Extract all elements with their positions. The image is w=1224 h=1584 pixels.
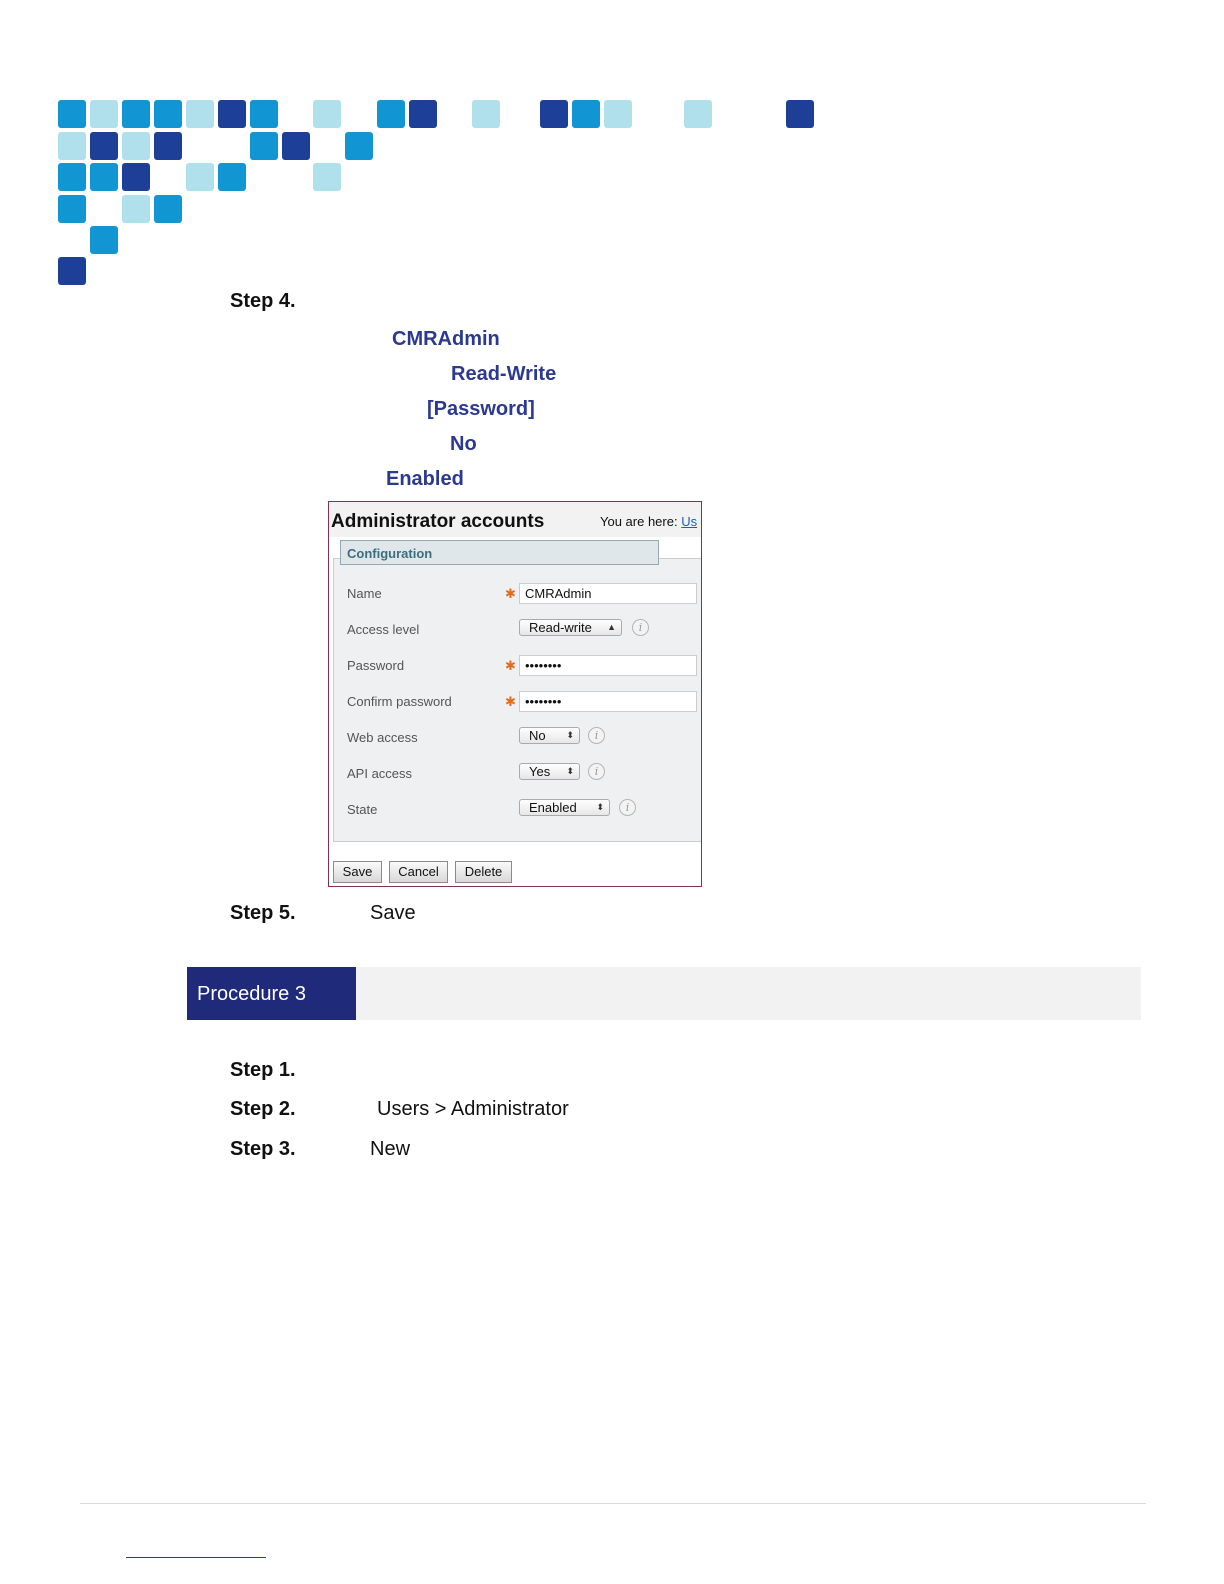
- access-level-label: Access level: [347, 622, 420, 637]
- mosaic-tile: [90, 163, 118, 191]
- state-label: State: [347, 802, 378, 817]
- mosaic-tile: [186, 100, 214, 128]
- info-icon[interactable]: i: [588, 763, 605, 780]
- web-access-value: No: [529, 728, 546, 743]
- mosaic-tile: [122, 195, 150, 223]
- mosaic-tile: [572, 100, 600, 128]
- state-value: Enabled: [529, 800, 577, 815]
- access-level-select[interactable]: [519, 619, 622, 636]
- web-access-select[interactable]: [519, 727, 580, 744]
- step-4-label: Step 4.: [230, 290, 296, 312]
- mosaic-tile: [90, 100, 118, 128]
- mosaic-tile: [313, 163, 341, 191]
- page-title: Administrator accounts: [331, 511, 545, 532]
- info-icon[interactable]: i: [632, 619, 649, 636]
- mosaic-tile: [377, 100, 405, 128]
- step-3-text: New: [370, 1138, 411, 1160]
- mosaic-tile: [250, 100, 278, 128]
- api-access-value: Yes: [529, 764, 551, 779]
- breadcrumb: [600, 514, 697, 529]
- mosaic-tile: [58, 132, 86, 160]
- password-label: Password: [347, 658, 405, 673]
- mosaic-tile: [90, 226, 118, 254]
- step-2-label: Step 2.: [230, 1098, 296, 1120]
- mosaic-tile: [250, 132, 278, 160]
- mosaic-tile: [472, 100, 500, 128]
- step-3-label: Step 3.: [230, 1138, 296, 1160]
- info-icon[interactable]: i: [588, 727, 605, 744]
- select-arrows-icon: ⬍: [566, 730, 574, 740]
- select-arrows-icon: ⬍: [596, 802, 604, 812]
- save-button[interactable]: Save: [333, 861, 382, 883]
- api-access-label: API access: [347, 766, 413, 781]
- mosaic-tile: [218, 163, 246, 191]
- mosaic-tile: [409, 100, 437, 128]
- required-icon: ✱: [505, 586, 516, 601]
- mosaic-tile: [186, 163, 214, 191]
- breadcrumb-link[interactable]: Us: [681, 514, 698, 529]
- admin-accounts-screenshot: [328, 501, 702, 887]
- mosaic-tile: [345, 132, 373, 160]
- required-icon: ✱: [505, 658, 516, 673]
- step-1-label: Step 1.: [230, 1059, 296, 1081]
- mosaic-tile: [684, 100, 712, 128]
- web-access-label: Web access: [347, 730, 418, 745]
- name-field[interactable]: CMRAdmin: [519, 583, 697, 604]
- mosaic-tile: [154, 132, 182, 160]
- mosaic-tile: [58, 195, 86, 223]
- step-4-value-access: Read-Write: [451, 363, 557, 385]
- confirm-password-label: Confirm password: [347, 694, 452, 709]
- mosaic-tile: [58, 257, 86, 285]
- mosaic-tile: [58, 100, 86, 128]
- mosaic-tile: [540, 100, 568, 128]
- state-select[interactable]: [519, 799, 610, 816]
- mosaic-tile: [122, 132, 150, 160]
- step-5-label: Step 5.: [230, 902, 296, 924]
- procedure-label: Procedure 3: [187, 967, 356, 1020]
- configuration-tab: Configuration: [340, 540, 659, 565]
- select-arrows-icon: ▲: [607, 622, 616, 632]
- access-level-value: Read-write: [529, 620, 592, 635]
- step-5-text: Save: [370, 902, 416, 924]
- step-4-value-name: CMRAdmin: [392, 328, 500, 350]
- select-arrows-icon: ⬍: [566, 766, 574, 776]
- mosaic-tile: [313, 100, 341, 128]
- mosaic-tile: [90, 132, 118, 160]
- delete-button[interactable]: Delete: [455, 861, 512, 883]
- api-access-select[interactable]: [519, 763, 580, 780]
- step-4-value-web: No: [450, 433, 477, 455]
- cancel-button[interactable]: Cancel: [389, 861, 448, 883]
- footer-divider: [80, 1503, 1146, 1504]
- mosaic-tile: [218, 100, 246, 128]
- breadcrumb-prefix: You are here:: [600, 514, 678, 529]
- mosaic-tile: [282, 132, 310, 160]
- password-field[interactable]: ••••••••: [519, 655, 697, 676]
- footer-link-underline: [126, 1557, 266, 1558]
- mosaic-tile: [786, 100, 814, 128]
- info-icon[interactable]: i: [619, 799, 636, 816]
- step-4-value-password: [Password]: [427, 398, 535, 420]
- step-4-value-state: Enabled: [386, 468, 464, 490]
- mosaic-tile: [154, 195, 182, 223]
- mosaic-tile: [604, 100, 632, 128]
- mosaic-tile: [122, 100, 150, 128]
- mosaic-tile: [122, 163, 150, 191]
- required-icon: ✱: [505, 694, 516, 709]
- mosaic-tile: [154, 100, 182, 128]
- step-2-text: Users > Administrator: [377, 1098, 569, 1120]
- mosaic-tile: [58, 163, 86, 191]
- name-label: Name: [347, 586, 382, 601]
- confirm-password-field[interactable]: ••••••••: [519, 691, 697, 712]
